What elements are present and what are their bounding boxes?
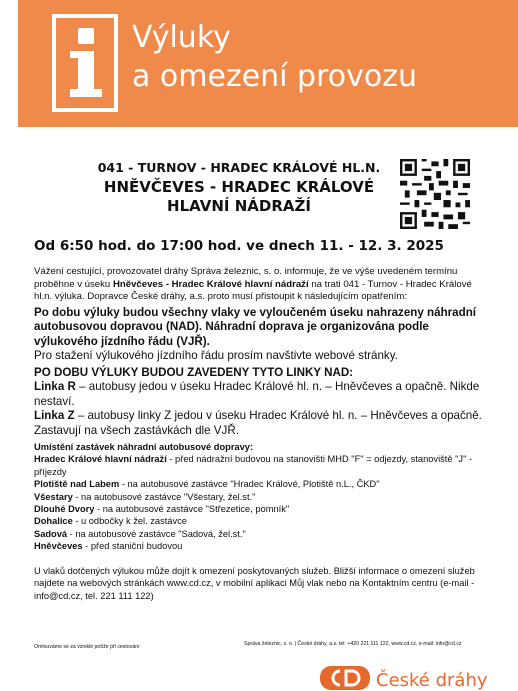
intro-text-1: Vážení cestující, provozovatel dráhy Správa železnic, s. o. informuje, že ve výše uvedeném termínu proběhne v úseku	[34, 266, 458, 290]
header-title-line1: Výluky	[132, 20, 231, 55]
stop-text: - před nádražní budovou na stanovišti MHD "F" = odjezdy, stanoviště "J" - příjezdy	[34, 454, 473, 477]
header-title-line2: a omezení provozu	[132, 59, 417, 94]
stop-name: Všestary	[34, 491, 73, 502]
stop-item	[34, 503, 484, 515]
route-line: 041 - TURNOV - HRADEC KRÁLOVÉ HL.N.	[97, 160, 381, 175]
ceske-drahy-brand: České dráhy	[376, 670, 488, 691]
ceske-drahy-logo-icon	[320, 666, 370, 690]
bus-line-name: Linka Z	[34, 409, 75, 423]
bus-line-name: Linka R	[34, 380, 76, 394]
route-section-line1: HNĚVČEVES - HRADEC KRÁLOVÉ	[103, 178, 375, 196]
bus-line-text: – autobusy jedou v úseku Hradec Králové hl. n. – Hněvčeves a opačně. Nikde nestaví.	[34, 380, 480, 408]
route-section	[40, 178, 438, 216]
footer-apology: Omlouváme se za vzniklé potíže při cestování	[34, 644, 140, 650]
bus-lines	[34, 366, 484, 438]
intro-section: Hněvčeves - Hradec Králové hlavní nádraží	[112, 278, 309, 290]
stop-text: - u odbočky k žel. zastávce	[72, 516, 187, 527]
stop-text: - na autobusové zastávce "Střezetice, pomník"	[94, 504, 290, 515]
stop-name: Sadová	[34, 528, 68, 539]
stop-name: Dlouhé Dvory	[34, 504, 95, 515]
stop-item	[34, 491, 484, 503]
stop-item	[34, 515, 484, 527]
bus-line-text: – autobusy linky Z jedou v úseku Hradec Králové hl. n. – Hněvčeves a opačně. Zastavují na všech zastávkách dle VJŘ.	[34, 409, 482, 437]
intro-paragraph	[34, 266, 482, 304]
stop-name: Dohalice	[34, 516, 73, 527]
closure-dates: Od 6:50 hod. do 17:00 hod. ve dnech 11. - 12. 3. 2025	[34, 238, 444, 254]
stop-locations-heading: Umístění zastávek náhradní autobusové dopravy:	[34, 442, 254, 452]
stop-text: - před staniční budovou	[82, 541, 183, 552]
footer-contacts: Správa železnic, s. o. | České dráhy, a.s. tel: +420 221 111 122, www.cd.cz, e-mail: info@cd.cz	[244, 641, 462, 647]
qr-code[interactable]	[400, 159, 470, 229]
header-title	[132, 18, 417, 96]
stop-text: - na autobusové zastávce "Všestary, žel.st."	[72, 491, 256, 502]
stop-name: Plotiště nad Labem	[34, 479, 120, 490]
header-banner	[18, 0, 518, 127]
service-info: U vlaků dotčených výlukou může dojít k omezení poskytovaných služeb. Bližší informace o omezení služeb najdete na webových stránkách www.cd.cz, v mobilní aplikaci Můj vlak nebo na Kontaktním centru (e-mail - info@cd.cz, tel. 221 111 122)	[34, 566, 475, 601]
replacement-text: Pro stažení výlukového jízdního řádu prosím navštivte webové stránky.	[34, 349, 398, 363]
stop-name: Hněvčeves	[34, 541, 83, 552]
bus-line-r	[34, 380, 484, 409]
info-icon	[52, 14, 118, 112]
replacement-notice	[34, 306, 484, 364]
stop-item	[34, 478, 484, 490]
stop-locations	[34, 441, 484, 553]
stop-item	[34, 528, 484, 540]
stop-text: - na autobusové zastávce "Sadová, žel.st."	[67, 528, 246, 539]
bus-line-z	[34, 409, 484, 438]
stop-item	[34, 540, 484, 552]
route-section-line2: HLAVNÍ NÁDRAŽÍ	[167, 197, 311, 215]
stop-name: Hradec Králové hlavní nádraží	[34, 454, 167, 465]
bus-lines-heading: PO DOBU VÝLUKY BUDOU ZAVEDENY TYTO LINKY NAD:	[34, 366, 354, 379]
stop-text: - na autobusové zastávce "Hradec Králové, Plotiště n.L., ČKD"	[119, 479, 380, 490]
stop-item	[34, 453, 484, 478]
replacement-bold: Po dobu výluky budou všechny vlaky ve vyloučeném úseku nahrazeny náhradní autobusovou dopravou (NAD). Náhradní doprava je organizována podle výlukového jízdního řádu (VJŘ).	[34, 306, 476, 348]
intro-text-2: na trati 041 - Turnov - Hradec Králové hl.n. výluka. Dopravce České dráhy, a.s. proto musí přistoupit k následujícím opatřením:	[34, 278, 472, 302]
